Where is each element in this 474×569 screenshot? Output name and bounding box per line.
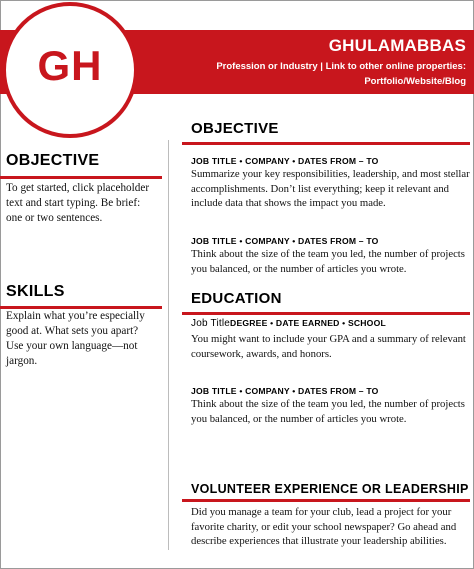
education-entry-2-title: JOB TITLE • COMPANY • DATES FROM – TO [191,386,379,396]
column-divider [168,140,169,550]
main-objective-rule [182,142,470,145]
objective-entry-2-text: Think about the size of the team you led, the number of projects you balanced, or the number of articles you wrote. [191,248,465,275]
education-entry-1-title-main: DEGREE • DATE EARNED • SCHOOL [230,318,386,328]
education-rule [182,312,470,315]
sidebar-objective-heading: OBJECTIVE [6,152,100,169]
sidebar-skills-heading: SKILLS [6,283,65,300]
monogram-badge [2,2,138,138]
contact-line-portfolio: Portfolio/Website/Blog [364,76,466,87]
objective-entry-1-title: JOB TITLE • COMPANY • DATES FROM – TO [191,156,379,166]
sidebar-skills-text: Explain what you’re especially good at. What sets you apart? Use your own language—not jargon. [6,310,145,367]
volunteer-text: Did you manage a team for your club, lead a project for your favorite charity, or edit your school newspaper? Go ahead and describe experiences that illustrate your leadership abilities. [191,506,457,547]
owner-name: GHULAMABBAS [328,36,466,55]
monogram-initials: GH [37,42,103,89]
sidebar-objective-rule [0,176,162,179]
education-entry-1-text: You might want to include your GPA and a summary of relevant coursework, awards, and honors. [191,333,466,360]
education-entry-1-title [191,318,386,329]
objective-entry-2-title: JOB TITLE • COMPANY • DATES FROM – TO [191,236,379,246]
contact-line-profession: Profession or Industry | Link to other online properties: [216,61,466,72]
objective-entry-1-text: Summarize your key responsibilities, leadership, and most stellar accomplishments. Don’t list everything; keep it relevant and include data that shows the impact you made. [191,168,470,209]
main-objective-heading: OBJECTIVE [191,120,279,137]
sidebar-objective-text: To get started, click placeholder text and start typing. Be brief: one or two sentences. [6,182,150,224]
education-entry-1-title-prefix: Job Title [191,318,231,329]
education-heading: EDUCATION [191,290,282,307]
volunteer-heading: VOLUNTEER EXPERIENCE OR LEADERSHIP [191,482,469,496]
volunteer-rule [182,499,470,502]
education-entry-2-text: Think about the size of the team you led, the number of projects you balanced, or the number of articles you wrote. [191,398,465,425]
